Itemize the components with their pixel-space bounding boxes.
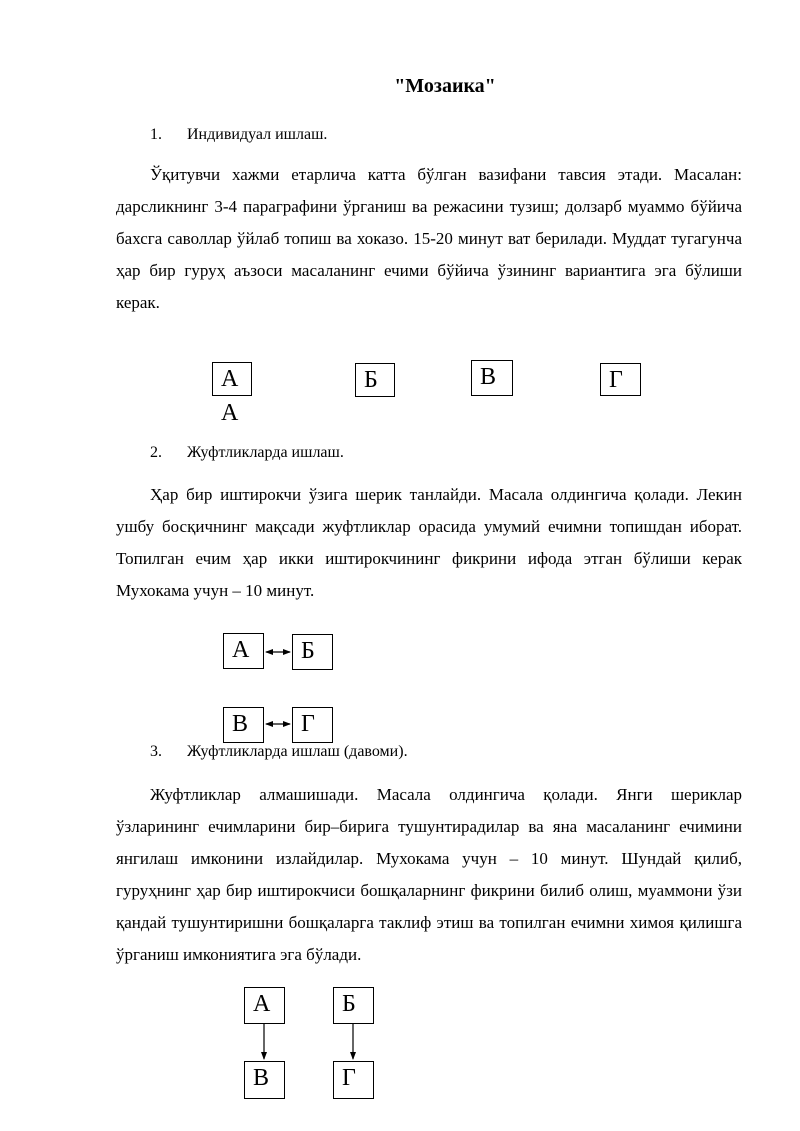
diagram1-extra-letter: А bbox=[221, 400, 239, 426]
diagram1-box-a: А bbox=[212, 362, 252, 396]
section-1-heading bbox=[150, 123, 327, 147]
diagram3-box-v: В bbox=[244, 1061, 285, 1099]
diagram2-box-a: А bbox=[223, 633, 264, 669]
diagram1-box-b: Б bbox=[355, 363, 395, 397]
diagram2-box-g: Г bbox=[292, 707, 333, 743]
section-1-paragraph: Ўқитувчи хажми етарлича катта бўлган вазифани тавсия этади. Масалан: дарсликнинг 3-4 параграфини ўрганиш ва режасини тузиш; долзарб муаммо бўйича бахсга саволлар ўйлаб топиш ва хоказо. 15-20 минут ват берилади. Муддат тугагунча ҳар бир гуруҳ аъзоси масаланинг ечими бўйича ўзининг вариантига эга бўлиши керак. bbox=[116, 165, 742, 312]
document-title: "Мозаика" bbox=[394, 75, 496, 97]
section-1-number: 1. bbox=[150, 126, 162, 143]
diagram2-box-v: В bbox=[223, 707, 264, 743]
diagram1-box-g: Г bbox=[600, 363, 641, 396]
section-3-title: Жуфтликларда ишлаш (давоми). bbox=[187, 743, 408, 760]
diagram3-box-a: А bbox=[244, 987, 285, 1024]
section-3-number: 3. bbox=[150, 743, 162, 760]
section-3-heading bbox=[150, 740, 408, 764]
diagram3-box-b: Б bbox=[333, 987, 374, 1024]
section-2-paragraph: Ҳар бир иштирокчи ўзига шерик танлайди. Масала олдингича қолади. Лекин ушбу босқичнинг мақсади жуфтликлар орасида умумий ечимни топишдан иборат. Топилган ечим ҳар икки иштирокчининг фикрини ифода этган бўлиши керак Мухокама учун – 10 минут. bbox=[116, 485, 742, 600]
section-2-title: Жуфтликларда ишлаш. bbox=[187, 444, 344, 461]
section-3-paragraph: Жуфтликлар алмашишади. Масала олдингича қолади. Янги шериклар ўзларининг ечимларини бир–бирига тушунтирадилар ва яна масаланинг ечимини янгилаш имконини излайдилар. Мухокама учун – 10 минут. Шундай қилиб, гуруҳнинг ҳар бир иштирокчиси бошқаларнинг фикрини билиб олиш, муаммони ўзи қандай тушунтиришни бошқаларга таклиф этиш ва топилган ечимни химоя қилишга ўрганиш имкониятига эга бўлади. bbox=[116, 785, 742, 964]
diagram3-box-g: Г bbox=[333, 1061, 374, 1099]
section-1-title: Индивидуал ишлаш. bbox=[187, 126, 328, 143]
diagram2-box-b: Б bbox=[292, 634, 333, 670]
diagram1-box-v: В bbox=[471, 360, 513, 396]
section-2-number: 2. bbox=[150, 444, 162, 461]
section-2-heading bbox=[150, 441, 344, 465]
